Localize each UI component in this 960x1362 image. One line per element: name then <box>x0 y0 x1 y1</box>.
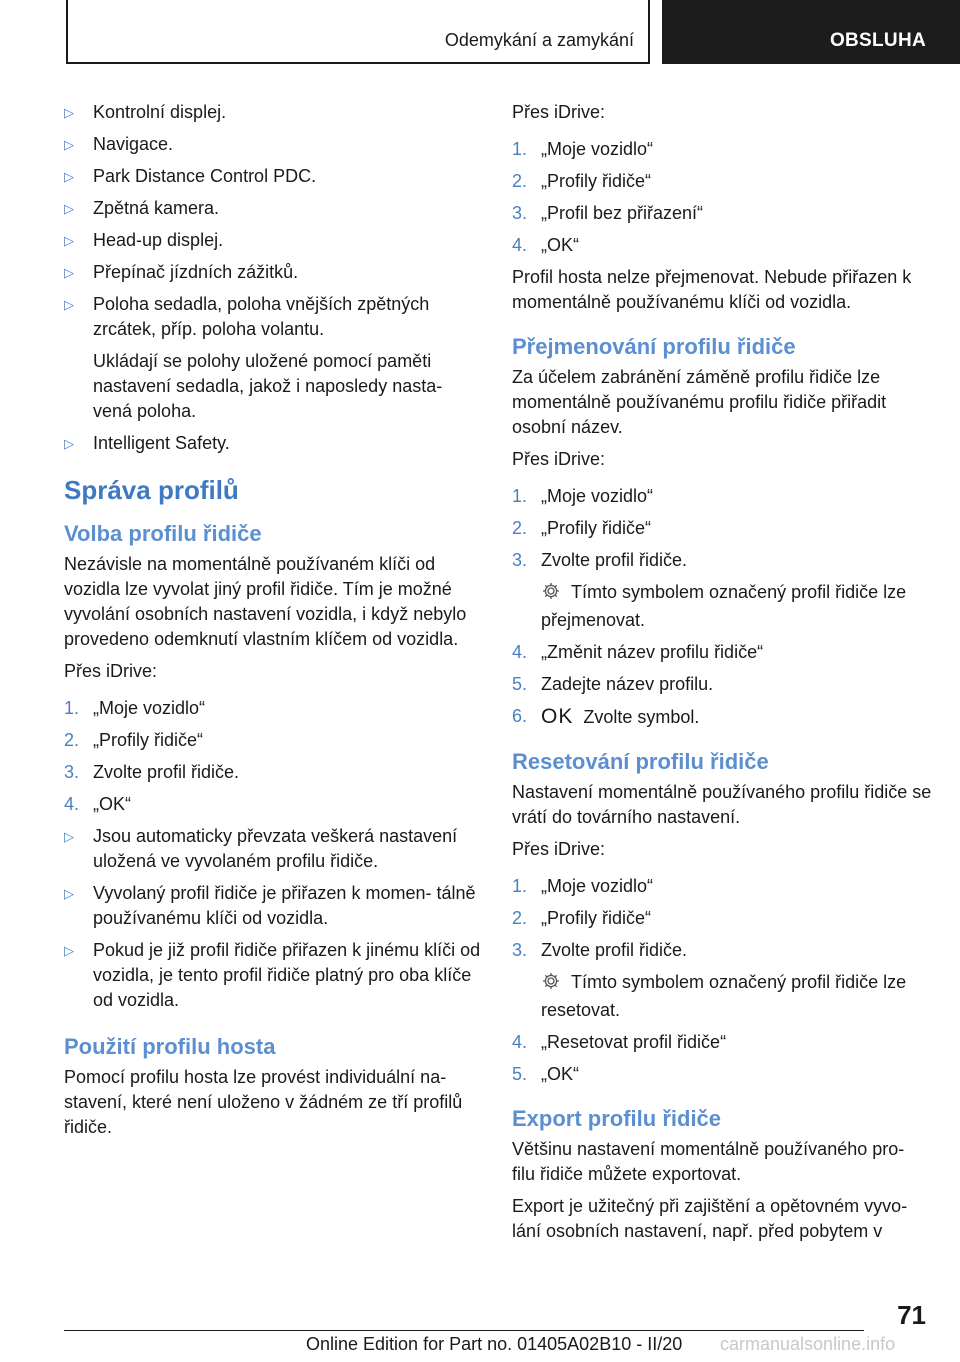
chapter-tab-label: OBSLUHA <box>829 30 926 51</box>
paragraph: Přes iDrive: <box>512 839 606 859</box>
list-item: ▷ Zpětná kamera. <box>64 196 484 221</box>
bullet-triangle-icon: ▷ <box>64 169 74 184</box>
list-item: 2. „Profily řidiče“ <box>64 730 204 750</box>
paragraph: Export je užitečný při zajištění a opětovném vyvo- lání osobních nastavení, např. před pobytem v <box>512 1196 908 1241</box>
chapter-tab <box>662 0 960 64</box>
list-item: 1. „Moje vozidlo“ <box>512 139 654 159</box>
gear-icon <box>541 971 561 998</box>
list-item: 3. Zvolte profil řidiče. <box>512 940 688 960</box>
list-item: ▷ Přepínač jízdních zážitků. <box>64 260 484 285</box>
paragraph: Pomocí profilu hosta lze provést individuální na- stavení, které není uloženo v žádném ze tří profilů řidiče. <box>64 1067 463 1137</box>
paragraph: Nastavení momentálně používaného profilu řidiče se vrátí do továrního nastavení. <box>512 782 932 827</box>
list-item: ▷ Poloha sedadla, poloha vnějších zpětných zrcátek, příp. poloha volantu. <box>64 292 484 342</box>
list-item: 1. „Moje vozidlo“ <box>512 486 654 506</box>
list-item: 3. „Profil bez přiřazení“ <box>512 203 704 223</box>
list-item: 2. „Profily řidiče“ <box>512 171 652 191</box>
footer-edition: Online Edition for Part no. 01405A02B10 - II/20 <box>306 1334 683 1354</box>
list-item: 4. „OK“ <box>512 235 579 255</box>
list-item: ▷ Kontrolní displej. <box>64 100 484 125</box>
paragraph: Nezávisle na momentálně používaném klíči od vozidla lze vyvolat jiný profil řidiče. Tím je možné vyvolání osobních nastavení vozidla, i když nebylo provedeno odemknutí vlastním klíčem od vozidla. <box>64 554 467 649</box>
list-item: 3. Zvolte profil řidiče. <box>64 762 240 782</box>
bullet-triangle-icon: ▷ <box>64 943 74 958</box>
left-column <box>64 100 484 1147</box>
list-item: 4. „Změnit název profilu řidiče“ <box>512 642 764 662</box>
paragraph: Většinu nastavení momentálně používaného pro- filu řidiče můžete exportovat. <box>512 1139 905 1184</box>
list-item: ▷ Intelligent Safety. <box>64 431 484 456</box>
list-item: 4. „OK“ <box>64 794 131 814</box>
section-title: Odemykání a zamykání <box>444 30 634 50</box>
subsection-heading: Volba profilu řidiče <box>64 521 262 546</box>
paragraph: Profil hosta nelze přejmenovat. Nebude přiřazen k momentálně používanému klíči od vozidla. <box>512 267 912 312</box>
list-item: 1. „Moje vozidlo“ <box>64 698 206 718</box>
subsection-heading: Export profilu řidiče <box>512 1106 722 1131</box>
list-item: ▷ Park Distance Control PDC. <box>64 164 484 189</box>
symbol-note: Tímto symbolem označený profil řidiče lze resetovat. <box>541 972 907 1020</box>
list-item: 3. Zvolte profil řidiče. <box>512 550 688 570</box>
list-item: 2. „Profily řidiče“ <box>512 518 652 538</box>
subsection-heading: Resetování profilu řidiče <box>512 749 769 774</box>
gear-icon <box>541 581 561 608</box>
bullet-triangle-icon: ▷ <box>64 137 74 152</box>
subsection-heading: Použití profilu hosta <box>64 1034 276 1059</box>
watermark: carmanualsonline.info <box>720 1334 896 1354</box>
list-item: 5. Zadejte název profilu. <box>512 674 714 694</box>
bullet-triangle-icon: ▷ <box>64 233 74 248</box>
paragraph: Přes iDrive: <box>512 102 606 122</box>
header-frame <box>66 0 650 64</box>
list-item: ▷ Pokud je již profil řidiče přiřazen k jinému klíči od vozidla, je tento profil řidiče platný pro oba klíče od vozidla. <box>64 938 484 1013</box>
bullet-triangle-icon: ▷ <box>64 265 74 280</box>
bullet-note: Ukládají se polohy uložené pomocí paměti nastavení sedadla, jakož i naposledy nasta- vená poloha. <box>93 351 443 421</box>
list-item: 1. „Moje vozidlo“ <box>512 876 654 896</box>
bullet-triangle-icon: ▷ <box>64 201 74 216</box>
section-heading: Správa profilů <box>64 475 239 505</box>
bullet-triangle-icon: ▷ <box>64 886 74 901</box>
list-item: 4. „Resetovat profil řidiče“ <box>512 1032 727 1052</box>
right-column <box>512 100 932 1251</box>
list-item: 5. „OK“ <box>512 1064 579 1084</box>
list-item: 2. „Profily řidiče“ <box>512 908 652 928</box>
bullet-triangle-icon: ▷ <box>64 829 74 844</box>
subsection-heading: Přejmenování profilu řidiče <box>512 334 796 359</box>
bullet-triangle-icon: ▷ <box>64 105 74 120</box>
paragraph: Přes iDrive: <box>512 449 606 469</box>
symbol-note: Tímto symbolem označený profil řidiče lze přejmenovat. <box>541 582 907 630</box>
bullet-triangle-icon: ▷ <box>64 436 74 451</box>
list-item: ▷ Jsou automaticky převzata veškerá nastavení uložená ve vyvolaném profilu řidiče. <box>64 824 484 874</box>
page-number: 71 <box>897 1300 926 1330</box>
footer-divider <box>64 1330 864 1331</box>
bullet-triangle-icon: ▷ <box>64 297 74 312</box>
list-item: 6. OK Zvolte symbol. <box>512 705 700 728</box>
ok-symbol-icon: OK <box>541 705 574 728</box>
list-item: ▷ Vyvolaný profil řidiče je přiřazen k momen- tálně používanému klíči od vozidla. <box>64 881 484 931</box>
paragraph: Přes iDrive: <box>64 661 158 681</box>
paragraph: Za účelem zabránění záměně profilu řidiče lze momentálně používanému profilu řidiče přiřadit osobní název. <box>512 367 887 437</box>
list-item: ▷ Head-up displej. <box>64 228 484 253</box>
list-item: ▷ Navigace. <box>64 132 484 157</box>
